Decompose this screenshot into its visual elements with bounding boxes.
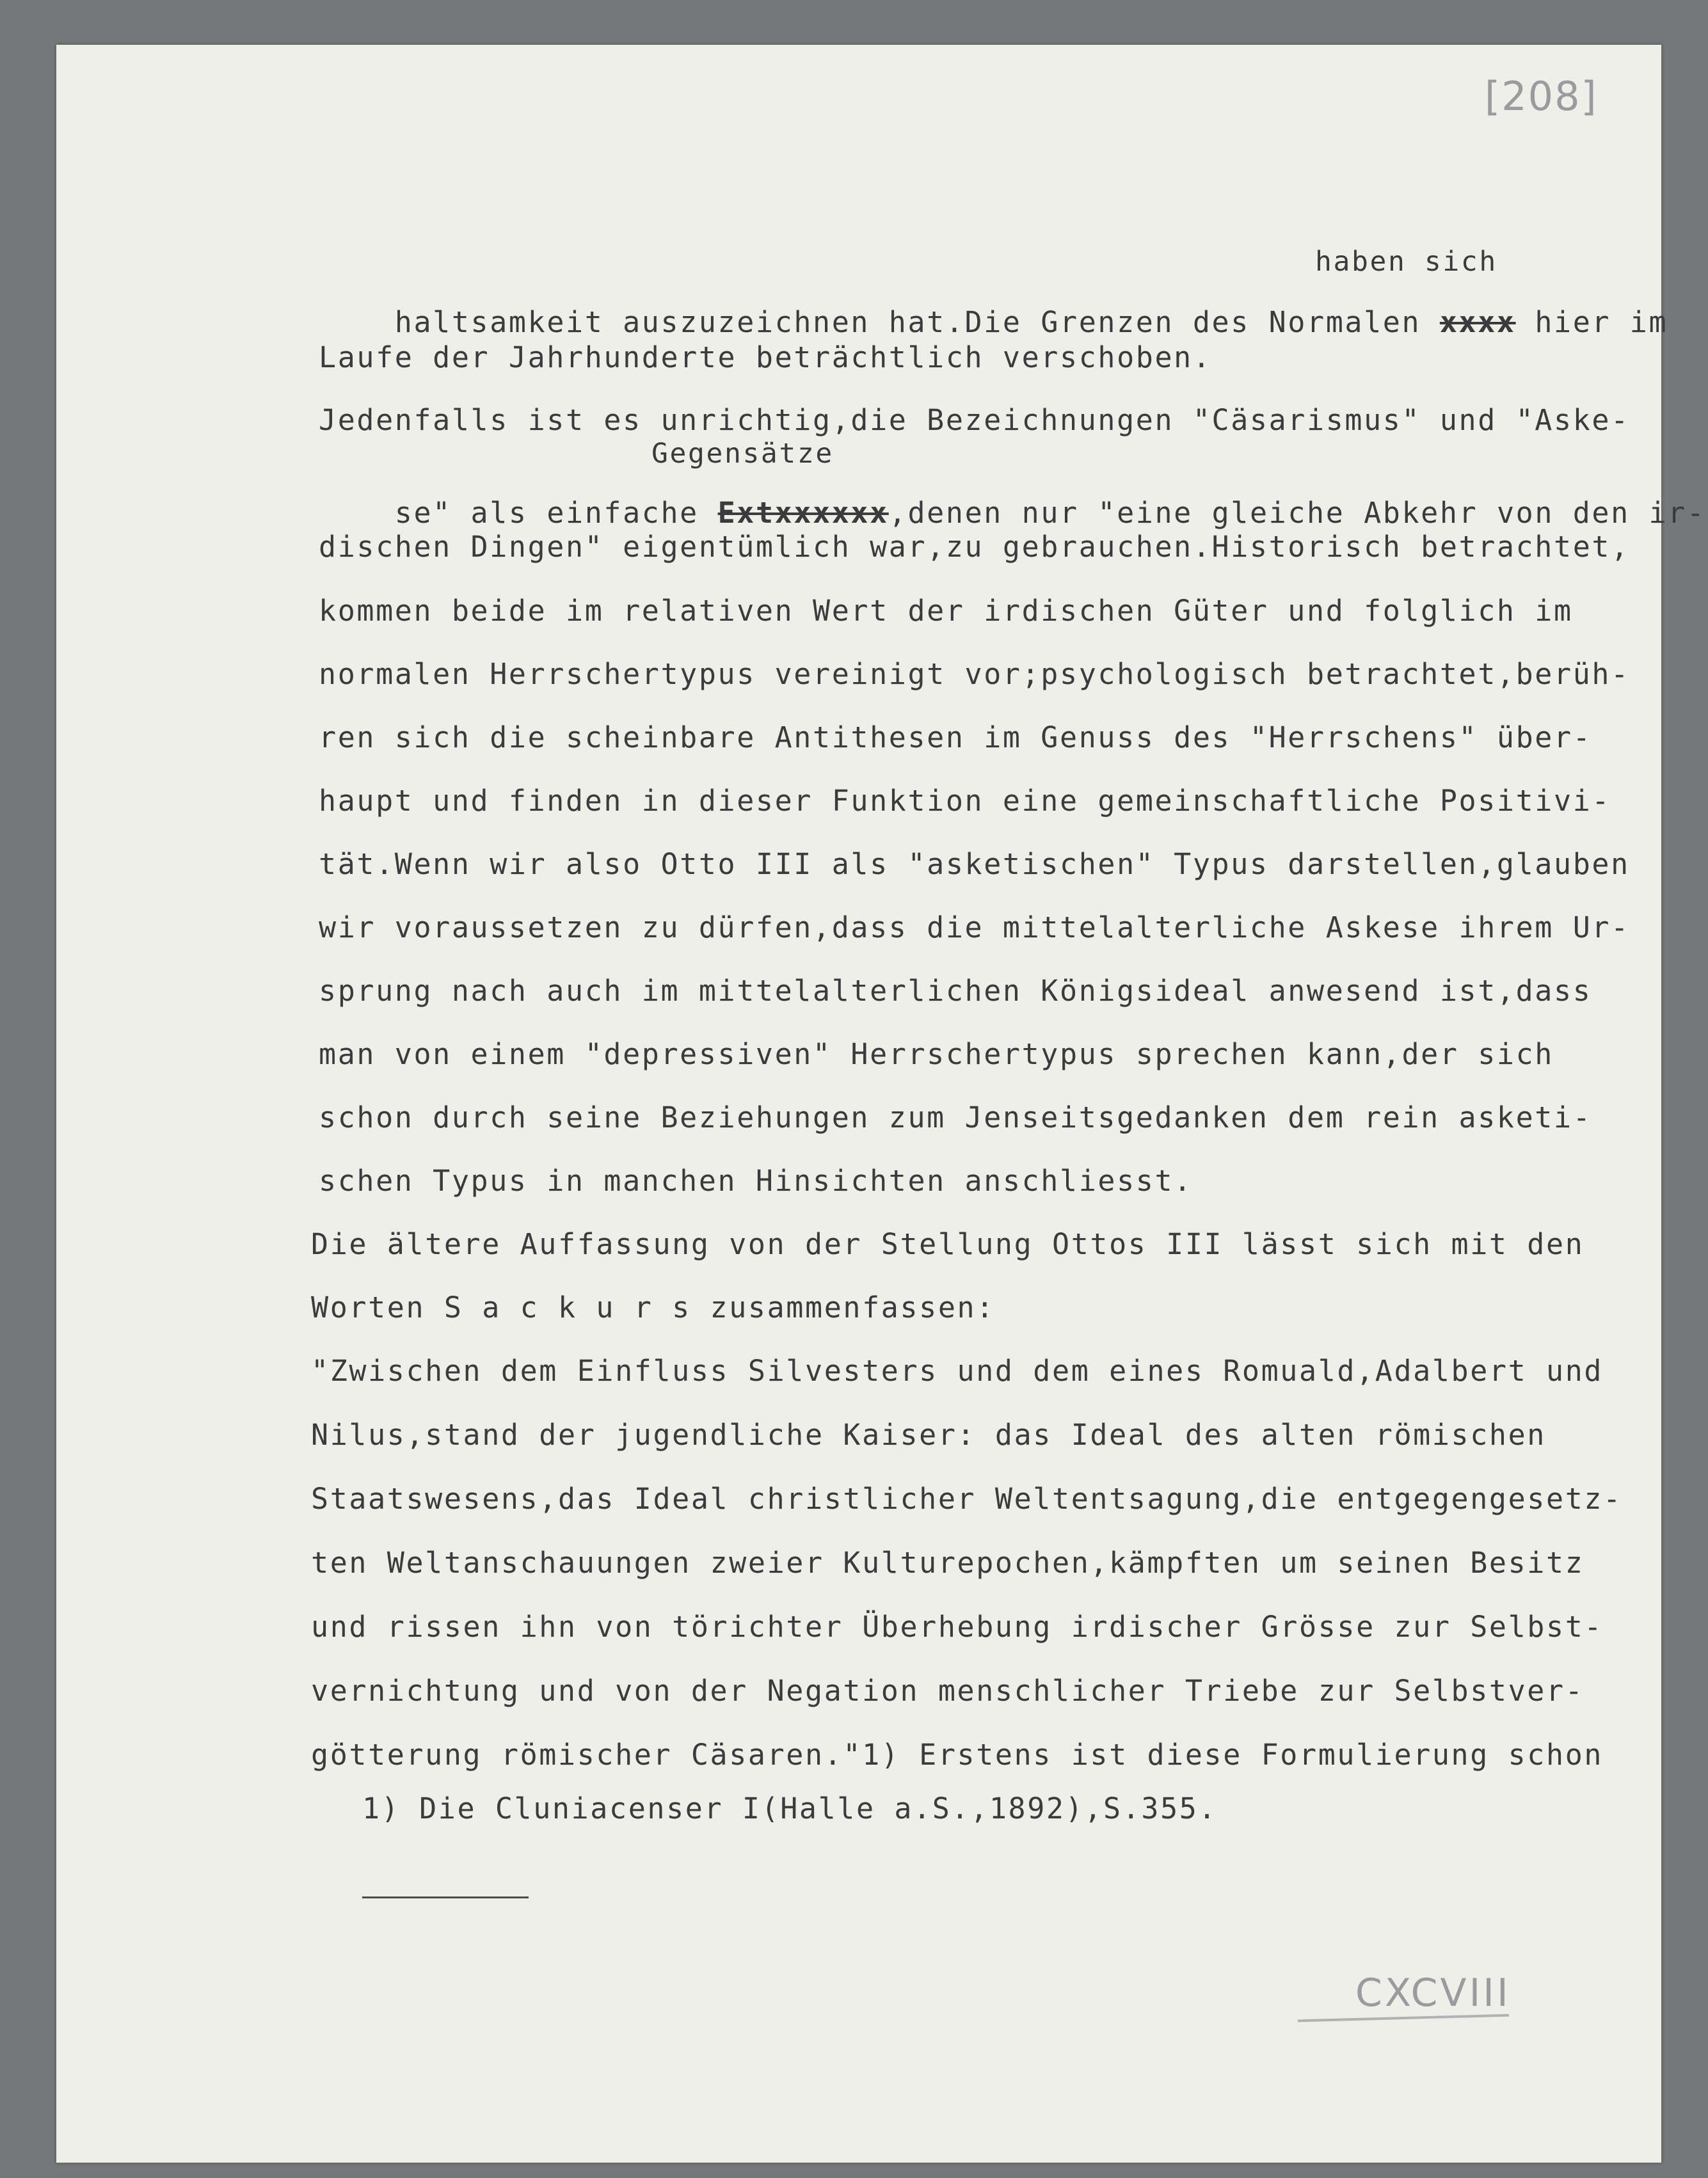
insertion-haben-sich: haben sich [1315, 246, 1497, 278]
footnote: 1) Die Cluniacenser I(Halle a.S.,1892),S.355. [362, 1792, 1218, 1825]
text-line: Nilus,stand der jugendliche Kaiser: das Ideal des alten römischen [311, 1418, 1546, 1452]
text-line: ten Weltanschauungen zweier Kulturepochen,kämpften um seinen Besitz [311, 1546, 1584, 1580]
text-line: Jedenfalls ist es unrichtig,die Bezeichnungen "Cäsarismus" und "Aske- [319, 403, 1630, 437]
text-line: Die ältere Auffassung von der Stellung Ottos III lässt sich mit den [311, 1227, 1584, 1261]
text-line: kommen beide im relativen Wert der irdischen Güter und folglich im [319, 594, 1573, 628]
text-line: Laufe der Jahrhunderte beträchtlich verschoben. [319, 340, 1212, 374]
pencil-page-number: [208] [1485, 73, 1598, 120]
text-line: götterung römischer Cäsaren."1) Erstens ist diese Formulierung schon [311, 1738, 1604, 1772]
text-segment: ,denen nur "eine gleiche Abkehr von den ir- [888, 496, 1706, 530]
text-line: und rissen ihn von törichter Überhebung irdischer Grösse zur Selbst- [311, 1610, 1604, 1644]
text-line: Staatswesens,das Ideal christlicher Weltentsagung,die entgegengesetz- [311, 1482, 1622, 1516]
text-segment: hier im [1515, 305, 1668, 339]
text-line: vernichtung und von der Negation menschlicher Triebe zur Selbstver- [311, 1674, 1584, 1708]
text-line: schon durch seine Beziehungen zum Jenseitsgedanken dem rein asketi- [319, 1101, 1592, 1134]
text-line: Worten S a c k u r s zusammenfassen: [311, 1291, 995, 1324]
strikeout: xxxx [1439, 305, 1516, 339]
text-line: normalen Herrschertypus vereinigt vor;psychologisch betrachtet,berüh- [319, 657, 1630, 691]
typescript-page [56, 45, 1706, 2163]
pencil-folio-roman: CXCVIII [1355, 1971, 1511, 2015]
footnote-rule [362, 1896, 529, 1898]
text-line: haupt und finden in dieser Funktion eine gemeinschaftliche Positivi- [319, 784, 1611, 818]
text-line: "Zwischen dem Einfluss Silvesters und dem eines Romuald,Adalbert und [311, 1354, 1604, 1388]
text-line: dischen Dingen" eigentümlich war,zu gebrauchen.Historisch betrachtet, [319, 530, 1630, 564]
text-line: sprung nach auch im mittelalterlichen Königsideal anwesend ist,dass [319, 974, 1592, 1008]
insertion-gegensaetze: Gegensätze [651, 438, 834, 470]
text-line: tät.Wenn wir also Otto III als "asketischen" Typus darstellen,glauben [319, 847, 1630, 881]
text-line: wir voraussetzen zu dürfen,dass die mittelalterliche Askese ihrem Ur- [319, 910, 1630, 944]
text-line: man von einem "depressiven" Herrschertypus sprechen kann,der sich [319, 1037, 1554, 1071]
text-line: schen Typus in manchen Hinsichten anschliesst. [319, 1164, 1193, 1198]
text-segment: haltsamkeit auszuzeichnen hat.Die Grenzen des Normalen [394, 305, 1440, 339]
text-segment: se" als einfache [394, 496, 718, 530]
strikeout: Extxxxxxx [717, 496, 889, 530]
text-line: ren sich die scheinbare Antithesen im Genuss des "Herrschens" über- [319, 720, 1592, 754]
